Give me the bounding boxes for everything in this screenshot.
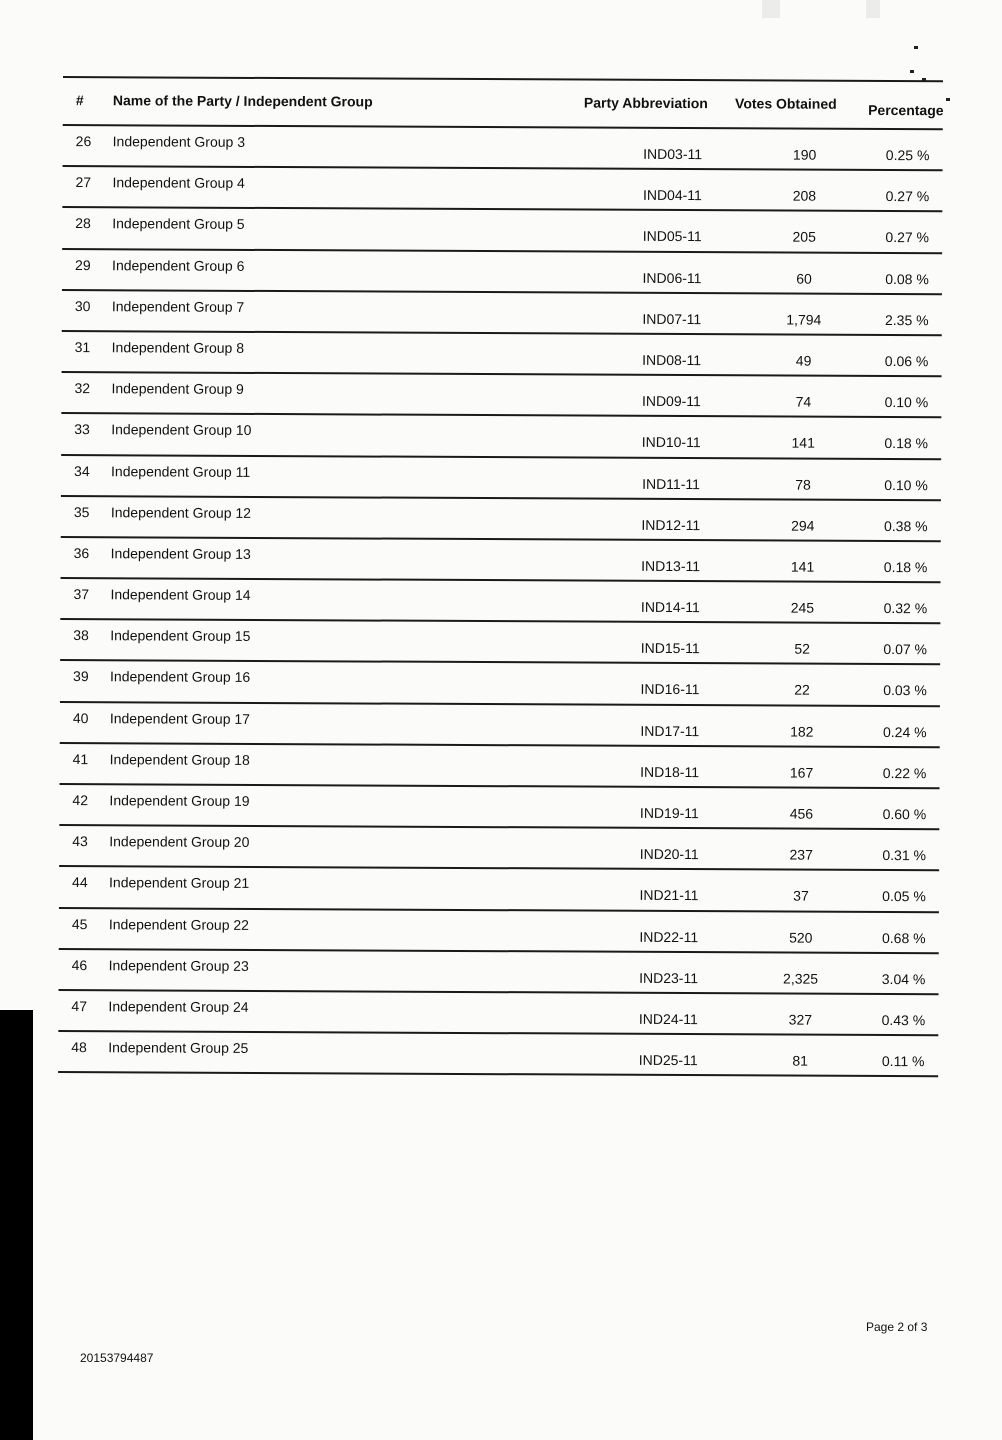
table-row bbox=[59, 785, 939, 830]
row-number: 39 bbox=[73, 668, 89, 685]
party-name: Independent Group 9 bbox=[111, 380, 244, 398]
table-row bbox=[61, 538, 941, 583]
votes-obtained: 74 bbox=[795, 393, 812, 410]
scan-smudge bbox=[762, 0, 780, 18]
votes-obtained: 182 bbox=[790, 723, 814, 740]
table-row bbox=[60, 744, 940, 789]
percentage: 0.18 % bbox=[883, 558, 928, 576]
table-row bbox=[60, 703, 940, 748]
percentage: 0.10 % bbox=[884, 476, 928, 493]
table-row bbox=[62, 208, 942, 253]
row-number: 45 bbox=[71, 915, 88, 932]
party-name: Independent Group 14 bbox=[110, 586, 251, 603]
header-votes: Votes Obtained bbox=[735, 95, 837, 112]
table-row bbox=[58, 991, 938, 1036]
party-abbreviation: IND21-11 bbox=[639, 887, 699, 904]
party-name: Independent Group 24 bbox=[108, 998, 249, 1015]
table-row bbox=[59, 867, 939, 912]
percentage: 0.38 % bbox=[883, 517, 928, 534]
party-abbreviation: IND13-11 bbox=[641, 557, 701, 574]
table-row bbox=[61, 455, 941, 500]
row-number: 27 bbox=[75, 174, 92, 191]
percentage: 0.11 % bbox=[881, 1053, 925, 1070]
row-number: 28 bbox=[75, 215, 91, 232]
votes-obtained: 167 bbox=[789, 764, 814, 781]
party-name: Independent Group 22 bbox=[108, 915, 250, 933]
party-name: Independent Group 17 bbox=[109, 709, 251, 727]
party-abbreviation: IND09-11 bbox=[641, 392, 701, 410]
scan-edge-shadow bbox=[0, 1010, 33, 1440]
page-number: Page 2 of 3 bbox=[866, 1320, 928, 1334]
percentage: 0.43 % bbox=[881, 1011, 926, 1029]
party-name: Independent Group 23 bbox=[108, 956, 249, 974]
party-name: Independent Group 25 bbox=[108, 1039, 249, 1057]
party-abbreviation: IND10-11 bbox=[641, 434, 701, 451]
table-row bbox=[62, 167, 942, 212]
percentage: 0.18 % bbox=[884, 435, 929, 452]
party-name: Independent Group 5 bbox=[112, 215, 245, 233]
header-percentage: Percentage bbox=[868, 101, 944, 119]
party-abbreviation: IND12-11 bbox=[641, 516, 701, 533]
party-abbreviation: IND07-11 bbox=[642, 310, 702, 327]
party-abbreviation: IND03-11 bbox=[643, 145, 703, 163]
percentage: 0.05 % bbox=[882, 888, 926, 905]
votes-obtained: 2,325 bbox=[783, 970, 819, 987]
party-abbreviation: IND05-11 bbox=[642, 228, 702, 245]
table-row bbox=[58, 1032, 938, 1077]
party-abbreviation: IND20-11 bbox=[639, 846, 699, 863]
votes-obtained: 22 bbox=[794, 682, 810, 699]
percentage: 0.27 % bbox=[885, 229, 930, 246]
row-number: 30 bbox=[74, 297, 91, 314]
row-number: 40 bbox=[72, 709, 89, 726]
percentage: 0.68 % bbox=[881, 929, 926, 946]
party-abbreviation: IND16-11 bbox=[640, 681, 700, 698]
votes-obtained: 456 bbox=[789, 805, 814, 822]
party-name: Independent Group 13 bbox=[110, 545, 251, 562]
table-row bbox=[61, 414, 941, 459]
votes-obtained: 1,794 bbox=[786, 311, 822, 328]
party-abbreviation: IND19-11 bbox=[639, 804, 699, 822]
party-abbreviation: IND14-11 bbox=[640, 598, 700, 616]
party-abbreviation: IND15-11 bbox=[640, 640, 700, 657]
row-number: 29 bbox=[75, 256, 91, 273]
party-abbreviation: IND17-11 bbox=[640, 722, 700, 739]
header-abbreviation: Party Abbreviation bbox=[583, 94, 708, 112]
row-number: 48 bbox=[71, 1039, 87, 1056]
row-number: 31 bbox=[74, 338, 91, 356]
row-number: 41 bbox=[72, 750, 89, 767]
percentage: 0.31 % bbox=[882, 847, 927, 864]
votes-obtained: 245 bbox=[790, 599, 815, 616]
party-name: Independent Group 16 bbox=[110, 668, 251, 686]
table-row bbox=[59, 909, 939, 954]
party-abbreviation: IND06-11 bbox=[642, 269, 702, 286]
party-abbreviation: IND04-11 bbox=[642, 187, 702, 204]
row-number: 34 bbox=[74, 462, 90, 479]
scan-smudge bbox=[866, 0, 880, 18]
percentage: 0.25 % bbox=[885, 147, 930, 164]
party-abbreviation: IND11-11 bbox=[642, 475, 700, 492]
table-row bbox=[62, 291, 942, 336]
votes-obtained: 52 bbox=[794, 640, 811, 657]
party-name: Independent Group 21 bbox=[109, 874, 250, 892]
row-number: 37 bbox=[73, 586, 90, 603]
percentage: 0.10 % bbox=[884, 394, 929, 411]
votes-obtained: 237 bbox=[789, 846, 813, 863]
table-row bbox=[61, 373, 941, 418]
percentage: 0.22 % bbox=[882, 764, 927, 782]
votes-obtained: 37 bbox=[793, 887, 809, 905]
party-abbreviation: IND18-11 bbox=[640, 763, 700, 780]
percentage: 0.32 % bbox=[883, 600, 928, 617]
table-row bbox=[60, 620, 940, 665]
table-row bbox=[60, 661, 940, 706]
percentage: 0.03 % bbox=[883, 682, 927, 699]
party-abbreviation: IND25-11 bbox=[638, 1051, 698, 1069]
votes-obtained: 141 bbox=[790, 558, 815, 575]
party-name: Independent Group 19 bbox=[109, 792, 250, 809]
row-number: 36 bbox=[73, 544, 90, 562]
document-id: 20153794487 bbox=[80, 1351, 154, 1365]
table-row bbox=[59, 950, 939, 995]
party-abbreviation: IND24-11 bbox=[638, 1010, 698, 1028]
party-abbreviation: IND23-11 bbox=[639, 969, 699, 986]
party-name: Independent Group 12 bbox=[110, 503, 252, 521]
table-row bbox=[62, 250, 942, 295]
party-name: Independent Group 20 bbox=[109, 833, 250, 851]
party-name: Independent Group 8 bbox=[111, 339, 245, 356]
party-abbreviation: IND22-11 bbox=[639, 928, 699, 945]
percentage: 0.24 % bbox=[882, 723, 927, 740]
party-name: Independent Group 4 bbox=[112, 174, 245, 192]
results-table bbox=[58, 76, 943, 1078]
row-number: 44 bbox=[72, 874, 88, 891]
votes-obtained: 327 bbox=[788, 1011, 813, 1028]
votes-obtained: 78 bbox=[795, 476, 811, 493]
party-name: Independent Group 18 bbox=[109, 751, 250, 768]
percentage: 0.27 % bbox=[885, 188, 930, 205]
table-row bbox=[62, 332, 942, 377]
party-name: Independent Group 10 bbox=[111, 421, 252, 439]
row-number: 46 bbox=[71, 956, 88, 973]
party-name: Independent Group 15 bbox=[110, 627, 251, 645]
row-number: 38 bbox=[73, 627, 89, 644]
party-name: Independent Group 3 bbox=[112, 133, 246, 150]
table-row bbox=[60, 579, 940, 624]
votes-obtained: 190 bbox=[792, 146, 817, 163]
percentage: 0.60 % bbox=[882, 806, 927, 823]
percentage: 2.35 % bbox=[884, 311, 929, 328]
header-party-name: Name of the Party / Independent Group bbox=[112, 92, 373, 110]
votes-obtained: 81 bbox=[792, 1052, 809, 1069]
votes-obtained: 520 bbox=[789, 929, 813, 946]
party-name: Independent Group 11 bbox=[111, 462, 251, 480]
row-number: 32 bbox=[74, 380, 91, 397]
row-number: 42 bbox=[72, 792, 89, 809]
votes-obtained: 60 bbox=[796, 270, 812, 287]
row-number: 33 bbox=[74, 421, 90, 438]
party-name: Independent Group 7 bbox=[111, 297, 245, 315]
row-number: 47 bbox=[71, 997, 88, 1015]
percentage: 0.07 % bbox=[883, 641, 928, 658]
votes-obtained: 205 bbox=[792, 228, 816, 246]
votes-obtained: 49 bbox=[795, 352, 812, 369]
row-number: 26 bbox=[75, 133, 92, 150]
row-number: 35 bbox=[73, 503, 90, 520]
table-header bbox=[63, 76, 943, 130]
party-abbreviation: IND08-11 bbox=[642, 351, 702, 369]
party-name: Independent Group 6 bbox=[112, 256, 245, 274]
header-number: # bbox=[75, 92, 84, 109]
votes-obtained: 294 bbox=[791, 517, 815, 534]
percentage: 0.08 % bbox=[885, 270, 929, 287]
table-body bbox=[58, 126, 943, 1078]
percentage: 0.06 % bbox=[884, 352, 929, 370]
table-row bbox=[61, 497, 941, 542]
row-number: 43 bbox=[72, 833, 88, 850]
table-row bbox=[59, 826, 939, 871]
percentage: 3.04 % bbox=[881, 970, 926, 987]
table-row bbox=[63, 126, 943, 171]
votes-obtained: 141 bbox=[791, 434, 815, 451]
votes-obtained: 208 bbox=[792, 187, 817, 204]
